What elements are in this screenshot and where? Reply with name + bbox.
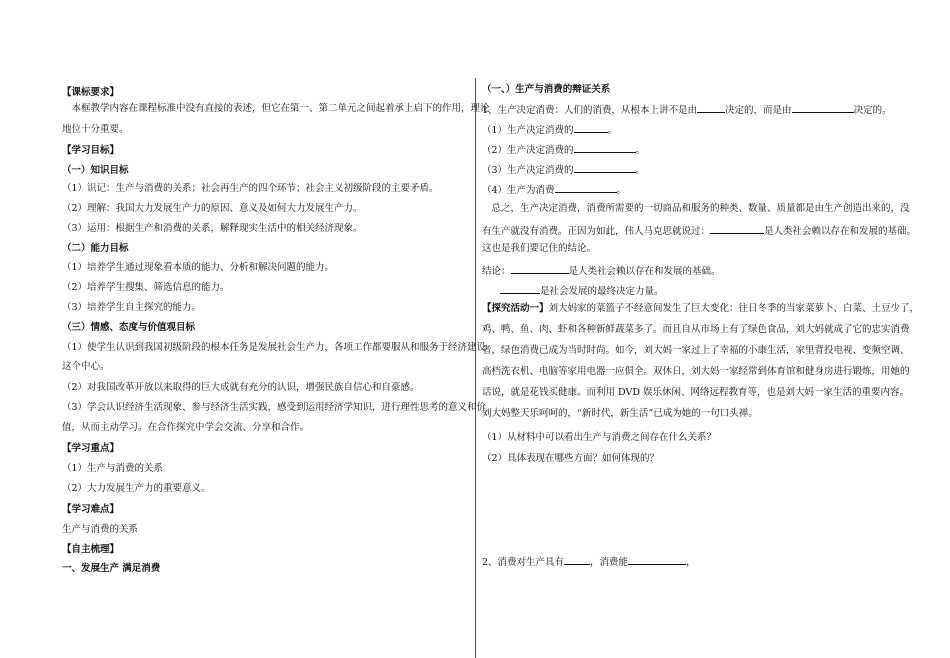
blank[interactable] — [792, 102, 854, 113]
paragraph-line: 高档洗衣机、电脑等家用电器一应俱全。双休日，刘大妈一家经常到体育馆和健身房进行锻炼，用她的 — [482, 366, 910, 377]
blank[interactable] — [555, 182, 617, 193]
paragraph-line: 这也是我们要记住的结论。 — [482, 243, 597, 254]
blank[interactable] — [628, 554, 686, 565]
section-heading-xxmb: 【学习目标】 — [62, 145, 120, 156]
fill-in-line: （3）生产决定消费的 。 — [482, 162, 645, 177]
activity-label: 【探究活动一】 — [482, 303, 549, 314]
list-item: （1）使学生认识到我国初级阶段的根本任务是发展社会生产力，各项工作都要服从和服务于经济建设 — [62, 342, 487, 353]
blank[interactable] — [574, 142, 636, 153]
blank[interactable] — [697, 102, 725, 113]
list-item: 生产与消费的关系 — [62, 524, 139, 535]
list-item: （2）理解：我国大力发展生产力的原因、意义及如何大力发展生产力。 — [62, 203, 363, 214]
question: （2）具体表现在哪些方面？如何体现的？ — [482, 453, 660, 464]
list-item: （1）生产与消费的关系 — [62, 463, 164, 474]
list-item: （3）培养学生自主探究的能力。 — [62, 302, 202, 313]
question: （1）从材料中可以看出生产与消费之间存在什么关系？ — [482, 432, 717, 443]
fill-in-line: 有生产就没有消费。正因为如此，伟人马克思就说过： 是人类社会赖以存在和发展的基础。 — [482, 223, 916, 238]
list-item: （3）学会认识经济生活现象、参与经济生活实践，感受到运用经济学知识，进行理性思考的意义和价 — [62, 402, 487, 413]
blank[interactable] — [511, 263, 569, 274]
fill-in-line: 1、生产决定消费：人们的消费，从根本上讲不是由 决定的，而是由 决定的。 — [482, 102, 892, 117]
blank[interactable] — [564, 554, 590, 565]
list-item: （2）培养学生搜集、筛选信息的能力。 — [62, 282, 230, 293]
section-heading-zizhu: 【自主梳理】 — [62, 544, 120, 555]
list-item-cont: 值，从而主动学习。在合作探究中学会交流、分享和合作。 — [62, 422, 310, 433]
fill-in-line: （4）生产为消费 。 — [482, 182, 626, 197]
section-heading-zhongdian: 【学习重点】 — [62, 443, 120, 454]
section-heading-nandian: 【学习难点】 — [62, 504, 120, 515]
blank[interactable] — [574, 162, 636, 173]
subheading-nengli: （二）能力目标 — [62, 243, 129, 254]
list-item: （1）培养学生通过现象看本质的能力、分析和解决问题的能力。 — [62, 262, 335, 273]
paragraph-line: 者，绿色消费已成为当时时尚。如今，刘大妈一家过上了幸福的小康生活，家里背投电视、变频空调、 — [482, 345, 910, 356]
fill-in-line: 结论： 是人类社会赖以存在和发展的基础。 — [482, 263, 721, 278]
section-heading-bianzheng: （一、）生产与消费的辩证关系 — [482, 84, 611, 95]
fill-in-line: 是社会发展的最终决定力量。 — [482, 283, 664, 298]
paragraph-line: 地位十分重要。 — [62, 124, 129, 135]
blank[interactable] — [574, 122, 608, 133]
section-heading-kbyq: 【课标要求】 — [62, 87, 120, 98]
fill-in-line: （2）生产决定消费的 。 — [482, 142, 645, 157]
list-item: （2）大力发展生产力的重要意义。 — [62, 483, 211, 494]
paragraph-line: 鸡、鸭、鱼、肉、虾和各种新鲜蔬菜多了。而且自从市场上有了绿色食品，刘大妈就成了它的忠实消费 — [482, 324, 910, 335]
paragraph-line: 刘大妈整天乐呵呵的，“新时代，新生活”已成为她的一句口头禅。 — [482, 408, 758, 419]
list-item-cont: 这个中心。 — [62, 361, 110, 372]
paragraph-line: 话说，就是花钱买健康。而利用 DVD 娱乐休闲、网络远程教育等，也是刘大妈一家生活的重要内容。 — [482, 387, 909, 398]
column-divider — [475, 78, 476, 658]
blank[interactable] — [500, 283, 540, 294]
fill-in-line: 2、消费对生产具有 ，消费能 ， — [482, 554, 696, 569]
blank[interactable] — [710, 223, 764, 234]
paragraph-line: 本框教学内容在课程标准中没有直接的表述，但它在第一、第二单元之间起着承上启下的作用，理论 — [62, 103, 490, 114]
activity-line: 【探究活动一】刘大妈家的菜篮子不经意间发生了巨大变化：往日冬季的当家菜萝卜、白菜、土豆少了， — [482, 303, 920, 314]
subheading-zhishi: （一）知识目标 — [62, 165, 129, 176]
list-item: （3）运用：根据生产和消费的关系，解释现实生活中的相关经济现象。 — [62, 223, 363, 234]
list-item: （1）识记：生产与消费的关系；社会再生产的四个环节；社会主义初级阶段的主要矛盾。 — [62, 183, 439, 194]
paragraph-line: 总之，生产决定消费，消费所需要的一切商品和服务的种类、数量、质量都是由生产创造出来的，没 — [482, 203, 910, 214]
subheading-fazhan: 一、发展生产 满足消费 — [62, 563, 161, 574]
list-item: （2）对我国改革开放以来取得的巨大成就有充分的认识，增强民族自信心和自豪感。 — [62, 382, 420, 393]
subheading-qinggan: （三）情感、态度与价值观目标 — [62, 322, 196, 333]
fill-in-line: （1）生产决定消费的 。 — [482, 122, 617, 137]
